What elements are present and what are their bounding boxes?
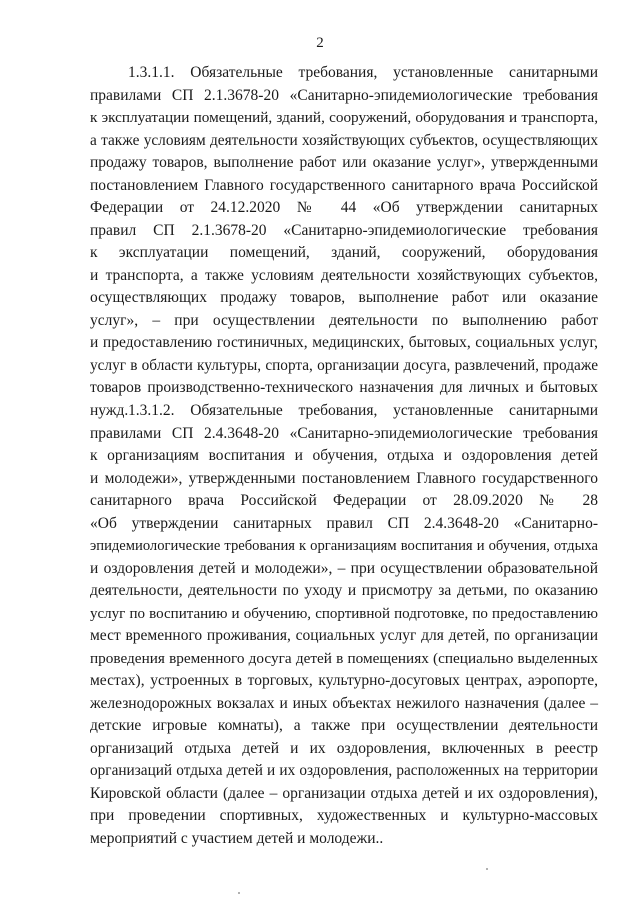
text-line: осуществляющих продажу товаров, выполнение работ или оказание (90, 289, 598, 306)
text-line: услуг», – при осуществлении деятельности по выполнению работ (90, 311, 598, 329)
text-line: к эксплуатации помещений, зданий, сооружений, оборудования и транспорта, (90, 109, 598, 126)
text-line: железнодорожных вокзалах и иных объектах нежилого назначения (далее – (90, 694, 598, 712)
text-line: к эксплуатации помещений, зданий, сооружений, оборудования (90, 244, 598, 261)
text-line: нужд. (90, 401, 129, 419)
text-line: правил СП 2.1.3678-20 «Санитарно-эпидемиологические требования (90, 221, 598, 239)
text-line: 1.3.1.2. Обязательные требования, установленные санитарными (128, 402, 598, 419)
text-line: деятельности, деятельности по уходу и присмотру за детьми, по оказанию (90, 582, 598, 599)
text-line: и транспорта, а также условиям деятельности хозяйствующих субъектов, (90, 266, 598, 284)
paragraph-1-3-1-2 (90, 400, 598, 850)
text-line: Кировской области (далее – организации отдыха детей и их оздоровления), (90, 784, 598, 802)
text-line: «Об утверждении санитарных правил СП 2.4.3648-20 «Санитарно- (90, 514, 598, 532)
text-line: услуг по воспитанию и обучению, спортивной подготовке, по предоставлению (90, 605, 598, 622)
text-line: проведения временного досуга детей в помещениях (специально выделенных (90, 649, 598, 667)
text-line: местах), устроенных в торговых, культурно-досуговых центрах, аэропорте, (90, 672, 598, 689)
text-line: услуг в области культуры, спорта, организации досуга, развлечений, продаже (90, 356, 598, 374)
text-line: постановлением Главного государственного санитарного врача Российской (90, 176, 598, 194)
text-line: к организациям воспитания и обучения, отдыха и оздоровления детей (90, 447, 598, 464)
text-line: организаций отдыха детей и их оздоровления, расположенных на территории (90, 762, 598, 779)
text-line: мероприятий с участием детей и молодежи.. (90, 829, 384, 847)
text-line: правилами СП 2.1.3678-20 «Санитарно-эпидемиологические требования (90, 86, 598, 104)
scan-speck (486, 868, 488, 870)
text-line: и предоставлению гостиничных, медицинских, бытовых, социальных услуг, (90, 334, 598, 351)
text-line: товаров производственно-технического назначения для личных и бытовых (90, 379, 598, 396)
text-line: мест временного проживания, социальных услуг для детей, по организации (90, 627, 598, 644)
text-line: при проведении спортивных, художественных и культурно-массовых (90, 807, 598, 824)
page-number: 2 (316, 35, 324, 51)
scan-speck (238, 892, 240, 894)
text-line: а также условиям деятельности хозяйствующих субъектов, осуществляющих (90, 131, 598, 149)
text-line: и молодежи», утвержденными постановлением Главного государственного (90, 469, 598, 487)
text-line: Федерации от 24.12.2020 № 44 «Об утверждении санитарных (90, 199, 598, 216)
text-line: санитарного врача Российской Федерации от 28.09.2020 № 28 (90, 492, 598, 509)
text-line: и оздоровления детей и молодежи», – при осуществлении образовательной (90, 559, 598, 577)
text-line: 1.3.1.1. Обязательные требования, установленные санитарными (128, 64, 598, 81)
text-line: правилами СП 2.4.3648-20 «Санитарно-эпидемиологические требования (90, 424, 598, 442)
text-line: эпидемиологические требования к организациям воспитания и обучения, отдыха (90, 538, 598, 554)
text-line: продажу товаров, выполнение работ или оказание услуг», утвержденными (90, 154, 598, 171)
text-line: организаций отдыха детей и их оздоровления, включенных в реестр (90, 739, 598, 757)
paragraph-1-3-1-1 (90, 62, 598, 422)
text-line: детские игровые комнаты), а также при осуществлении деятельности (90, 717, 598, 734)
